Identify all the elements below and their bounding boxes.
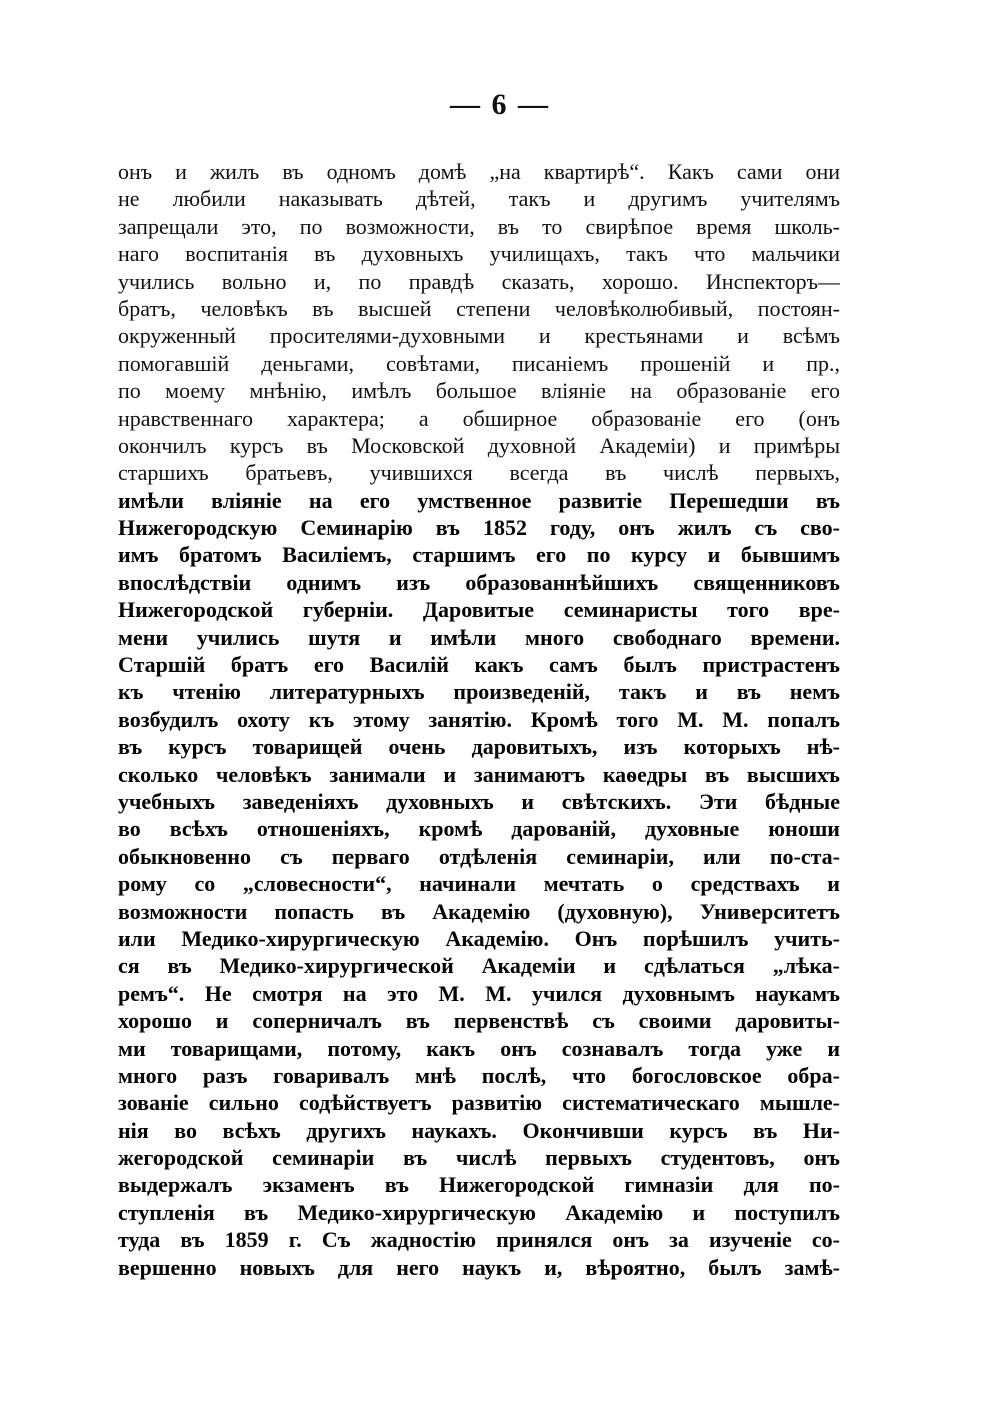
text-line: хорошо и соперничалъ въ первенствѣ съ своими даровиты-: [118, 1008, 840, 1034]
text-line: мени учились шутя и имѣли много свободнаго времени.: [118, 624, 840, 650]
text-line: вершенно новыхъ для него наукъ и, вѣроятно, былъ замѣ-: [118, 1254, 840, 1280]
page-number: — 6 —: [450, 88, 550, 121]
text-line: ремъ“. Не смотря на это М. М. учился духовнымъ наукамъ: [118, 980, 840, 1006]
text-line: ступленія въ Медико-хирургическую Академію и поступилъ: [118, 1199, 840, 1225]
text-line: помогавшій деньгами, совѣтами, писаніемъ прошеній и пр.,: [118, 350, 840, 376]
text-line: туда въ 1859 г. Съ жадностію принялся онъ за изученіе со-: [118, 1227, 840, 1253]
text-line: зованіе сильно содѣйствуетъ развитію систематическаго мышле-: [118, 1090, 840, 1116]
text-line: онъ и жилъ въ одномъ домѣ „на квартирѣ“. Какъ сами они: [118, 159, 840, 184]
text-line: Нижегородскую Семинарію въ 1852 году, онъ жилъ съ сво-: [118, 515, 840, 541]
text-line: старшихъ братьевъ, учившихся всегда въ числѣ первыхъ,: [118, 460, 840, 486]
text-line: ми товарищами, потому, какъ онъ сознавалъ тогда уже и: [118, 1035, 840, 1061]
text-line: имѣли вліяніе на его умственное развитіе Перешедши въ: [118, 487, 840, 513]
text-line: Старшій братъ его Василій какъ самъ былъ пристрастенъ: [118, 652, 840, 678]
text-line: къ чтенію литературныхъ произведеній, такъ и въ немъ: [118, 679, 840, 705]
text-line: впослѣдствіи однимъ изъ образованнѣйшихъ священниковъ: [118, 569, 840, 595]
text-line: запрещали это, по возможности, въ то свирѣпое время школь-: [118, 213, 840, 239]
text-line: или Медико-хирургическую Академію. Онъ порѣшилъ учить-: [118, 925, 840, 951]
text-line: окруженный просителями-духовными и крестьянами и всѣмъ: [118, 323, 840, 349]
text-line: учебныхъ заведеніяхъ духовныхъ и свѣтскихъ. Эти бѣдные: [118, 788, 840, 814]
text-line: нравственнаго характера; а обширное образованіе его (онъ: [118, 405, 840, 431]
text-line: сколько человѣкъ занимали и занимаютъ каѳедры въ высшихъ: [118, 761, 840, 787]
text-line: нія во всѣхъ другихъ наукахъ. Окончивши курсъ въ Ни-: [118, 1117, 840, 1143]
text-line: возможности попасть въ Академію (духовную), Университетъ: [118, 898, 840, 924]
body-text: [118, 158, 840, 1281]
text-line: окончилъ курсъ въ Московской духовной Академіи) и примѣры: [118, 432, 840, 458]
text-line: возбудилъ охоту къ этому занятію. Кромѣ того М. М. попалъ: [118, 706, 840, 732]
text-line: во всѣхъ отношеніяхъ, кромѣ дарованій, духовные юноши: [118, 816, 840, 842]
text-line: учились вольно и, по правдѣ сказать, хорошо. Инспекторъ—: [118, 268, 840, 294]
text-line: ся въ Медико-хирургической Академіи и сдѣлаться „лѣка-: [118, 953, 840, 979]
text-line: рому со „словесности“, начинали мечтать о средствахъ и: [118, 871, 840, 897]
text-line: по моему мнѣнію, имѣлъ большое вліяніе на образованіе его: [118, 378, 840, 404]
text-line: наго воспитанія въ духовныхъ училищахъ, такъ что мальчики: [118, 241, 840, 267]
text-line: обыкновенно съ перваго отдѣленія семинаріи, или по-ста-: [118, 843, 840, 869]
text-line: Нижегородской губерніи. Даровитые семинаристы того вре-: [118, 597, 840, 623]
text-line: жегородской семинаріи въ числѣ первыхъ студентовъ, онъ: [118, 1145, 840, 1171]
text-line: братъ, человѣкъ въ высшей степени человѣколюбивый, постоян-: [118, 295, 840, 321]
text-line: не любили наказывать дѣтей, такъ и другимъ учителямъ: [118, 186, 840, 212]
text-line: имъ братомъ Василіемъ, старшимъ его по курсу и бывшимъ: [118, 542, 840, 568]
text-line: въ курсъ товарищей очень даровитыхъ, изъ которыхъ нѣ-: [118, 734, 840, 760]
text-line: выдержалъ экзаменъ въ Нижегородской гимназіи для по-: [118, 1172, 840, 1198]
text-line: много разъ говаривалъ мнѣ послѣ, что богословское обра-: [118, 1062, 840, 1088]
